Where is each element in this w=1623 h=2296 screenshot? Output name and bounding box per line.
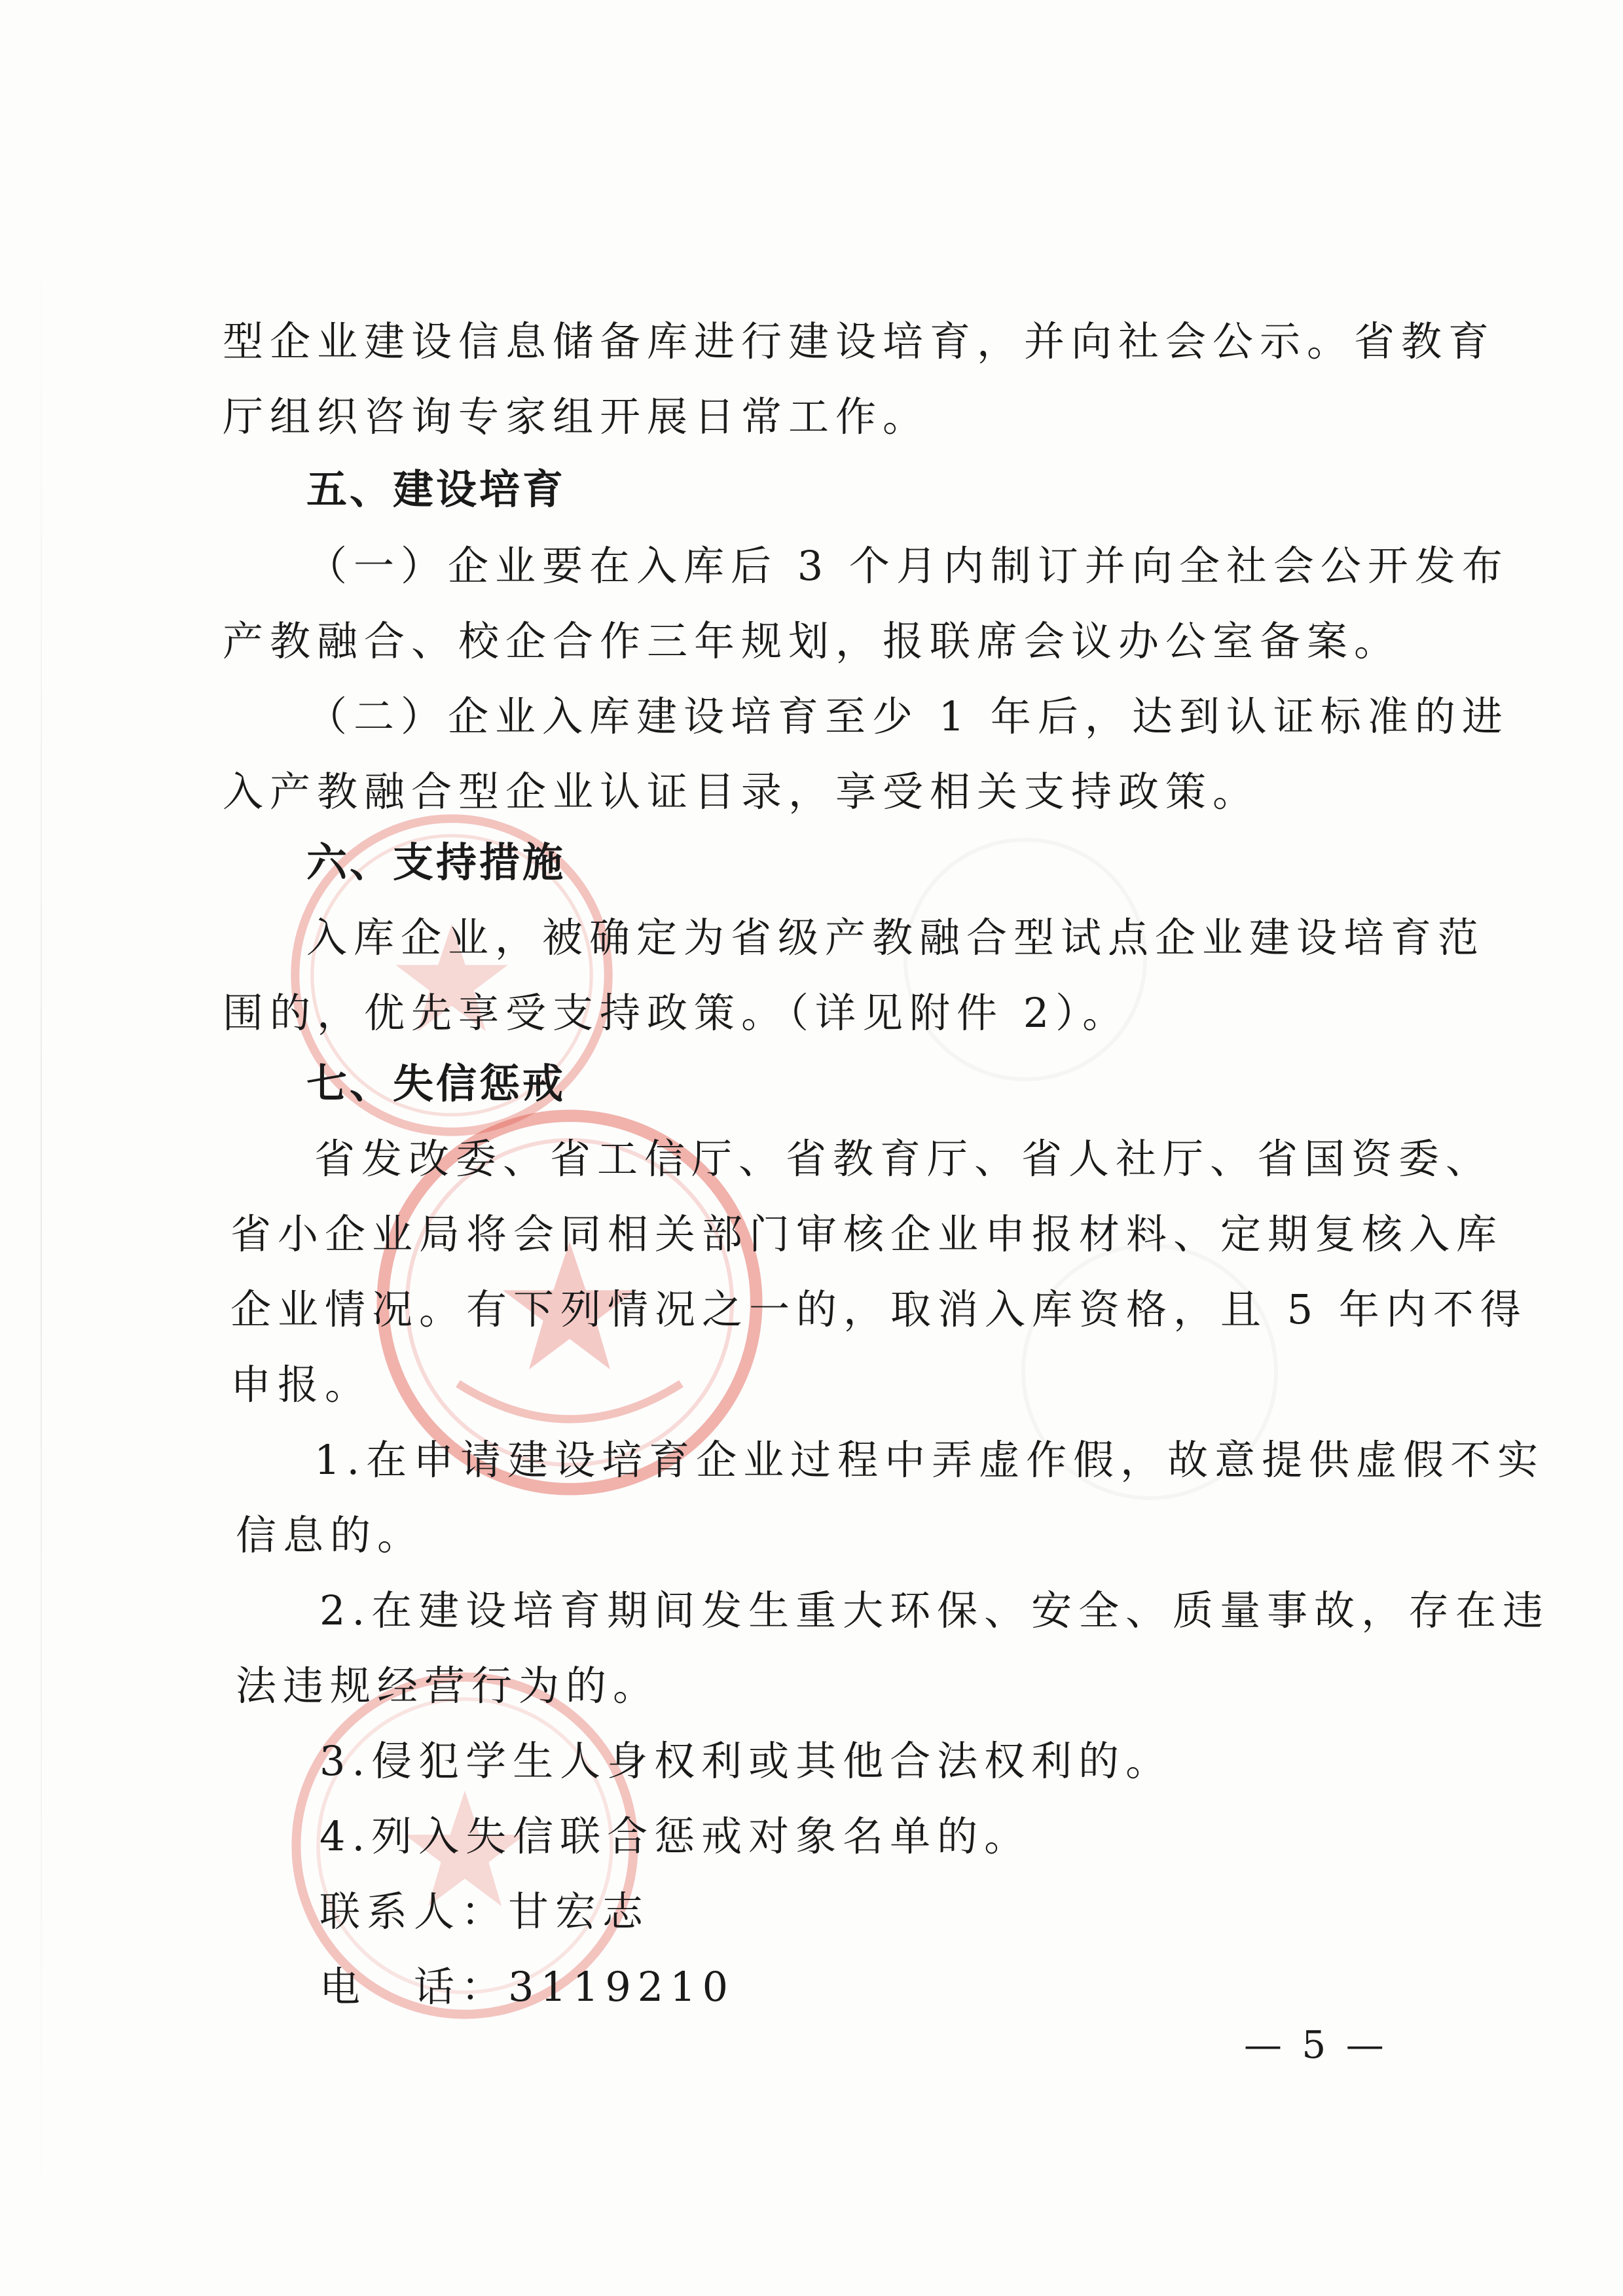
list-item-line: 法违规经营行为的。 <box>236 1662 661 1710</box>
list-item-line: 1.在申请建设培育企业过程中弄虚作假，故意提供虚假不实 <box>314 1436 1545 1484</box>
list-item-line: 4.列入失信联合惩戒对象名单的。 <box>319 1812 1032 1860</box>
paragraph-line: （一）企业要在入库后 3 个月内制订并向全社会公开发布 <box>306 542 1509 590</box>
list-item-line: 信息的。 <box>236 1511 425 1559</box>
paragraph-line: 省小企业局将会同相关部门审核企业申报材料、定期复核入库 <box>230 1210 1504 1258</box>
paragraph-line: 产教融合、校企合作三年规划，报联席会议办公室备案。 <box>223 617 1402 665</box>
paragraph-line: 型企业建设信息储备库进行建设培育，并向社会公示。省教育 <box>223 317 1496 365</box>
paragraph-line: （二）企业入库建设培育至少 1 年后，达到认证标准的进 <box>306 692 1509 740</box>
contact-phone: 电 话：3119210 <box>319 1963 735 2011</box>
page-number: — 5 — <box>1244 2022 1388 2067</box>
paragraph-line: 围的，优先享受支持政策。（详见附件 2）。 <box>223 989 1130 1037</box>
contact-person: 联系人：甘宏志 <box>319 1888 650 1935</box>
paragraph-line: 入库企业，被确定为省级产教融合型试点企业建设培育范 <box>306 914 1486 961</box>
paragraph-line: 入产教融合型企业认证目录，享受相关支持政策。 <box>223 768 1260 816</box>
list-item-line: 3.侵犯学生人身权利或其他合法权利的。 <box>319 1737 1173 1785</box>
section-heading: 七、失信惩戒 <box>306 1060 566 1107</box>
paragraph-line: 厅组织咨询专家组开展日常工作。 <box>223 393 930 440</box>
section-heading: 五、建设培育 <box>306 465 566 513</box>
paragraph-line: 省发改委、省工信厅、省教育厅、省人社厅、省国资委、 <box>314 1135 1493 1183</box>
section-heading: 六、支持措施 <box>306 838 566 886</box>
list-item-line: 2.在建设培育期间发生重大环保、安全、质量事故，存在违 <box>319 1587 1550 1634</box>
paragraph-line: 申报。 <box>230 1361 373 1408</box>
paragraph-line: 企业情况。有下列情况之一的，取消入库资格，且 5 年内不得 <box>230 1285 1527 1333</box>
